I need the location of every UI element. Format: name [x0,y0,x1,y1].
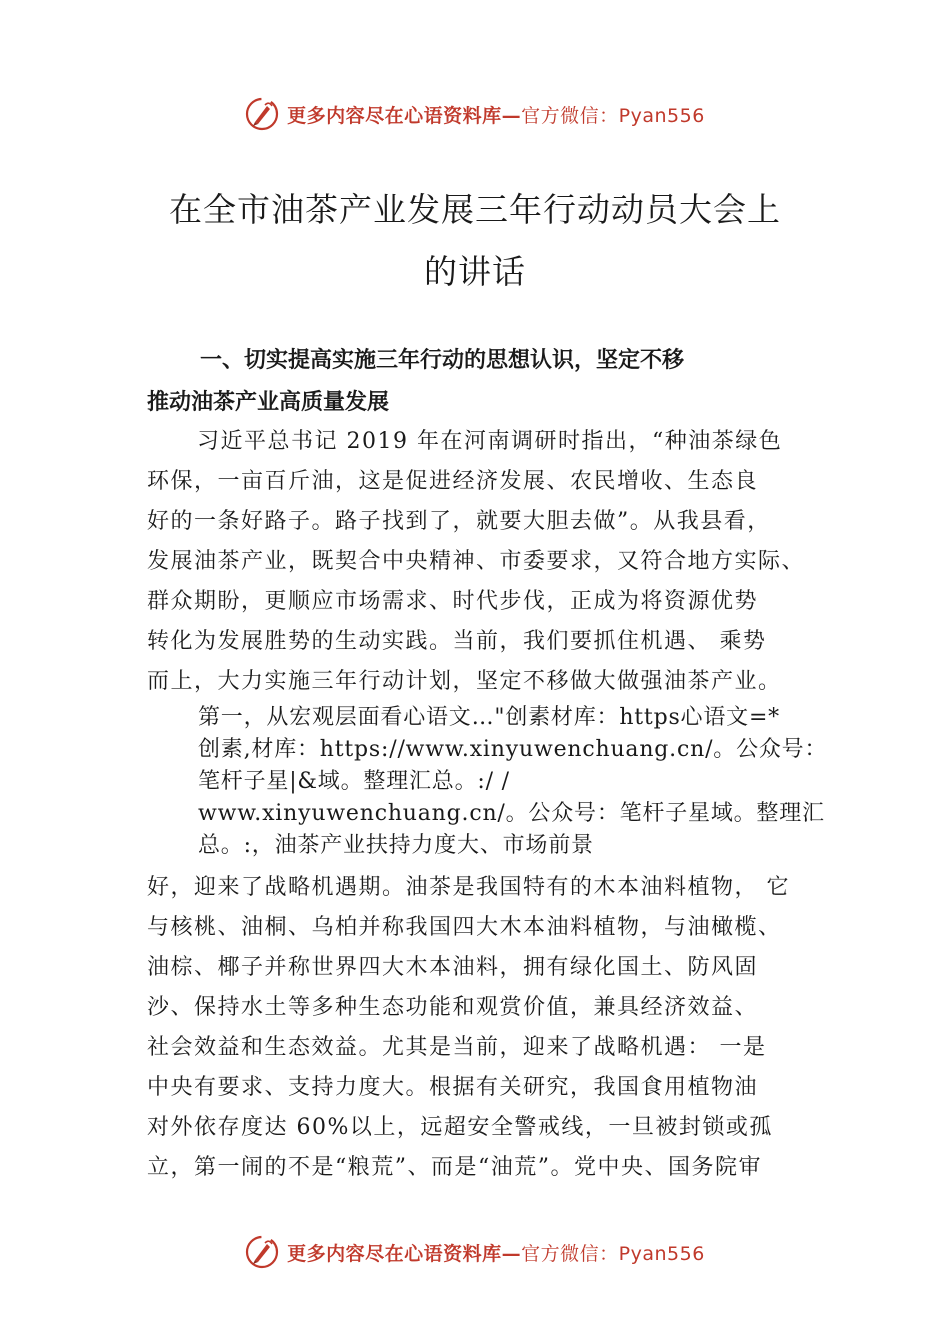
text-line: 社会效益和生态效益。尤其是当前，迎来了战略机遇： 一是 [147,1035,767,1060]
footer-banner [0,1230,950,1274]
text-line: 立，第一闹的不是“粮荒”、而是“油荒”。党中央、国务院审 [147,1155,762,1180]
text-line: 笔杆子星|&域。整理汇总。:/ / [198,769,510,794]
text-line: 创素,材库：https://www.xinyuwenchuang.cn/。公众号： [198,737,828,762]
text-line: 沙、保持水土等多种生态功能和观赏价值，兼具经济效益、 [147,995,759,1020]
text-line: 第一，从宏观层面看心语文…"创素材库：https心语文=* [198,705,780,730]
paragraph-2 [198,702,848,862]
paragraph-1 [147,422,837,702]
text-line: 而上，大力实施三年行动计划，坚定不移做大做强油茶产业。 [147,669,782,694]
text-line: 环保，一亩百斤油，这是促进经济发展、农民增收、生态良 [147,469,759,494]
text-line: 总。:，油茶产业扶持力度大、市场前景 [198,833,594,858]
text-line: 群众期盼，更顺应市场需求、时代步伐，正成为将资源优势 [147,589,759,614]
banner-wechat-text: 官方微信：Pyan556 [521,1242,705,1265]
header-banner [0,92,950,136]
banner-label [287,101,705,128]
section-heading-line-1: 一、切实提高实施三年行动的思想认识，坚定不移 [200,348,685,373]
text-line: 转化为发展胜势的生动实践。当前，我们要抓住机遇、 乘势 [147,629,767,654]
page-title-line-2: 的讲话 [424,252,526,291]
banner-wechat-text: 官方微信：Pyan556 [521,104,705,127]
text-line: www.xinyuwenchuang.cn/。公众号：笔杆子星域。整理汇 [198,801,825,826]
text-line: 好，迎来了战略机遇期。油茶是我国特有的木本油料植物， 它 [147,875,790,900]
banner-separator: — [501,1242,522,1265]
paragraph-3 [147,868,837,1188]
text-line: 对外依存度达 60%以上，远超安全警戒线，一旦被封锁或孤 [147,1115,773,1140]
text-line: 习近平总书记 2019 年在河南调研时指出，“种油茶绿色 [197,429,783,454]
banner-brand-text: 更多内容尽在心语资料库 [287,1242,502,1265]
banner-separator: — [501,104,522,127]
banner-brand-text: 更多内容尽在心语资料库 [287,104,502,127]
section-heading-line-2: 推动油茶产业高质量发展 [147,390,390,415]
text-line: 发展油茶产业，既契合中央精神、市委要求，又符合地方实际、 [147,549,806,574]
text-line: 与核桃、油桐、乌柏并称我国四大木本油料植物，与油橄榄、 [147,915,782,940]
pen-nib-logo-icon [245,97,279,131]
page-title-line-1: 在全市油茶产业发展三年行动动员大会上 [169,190,781,229]
text-line: 好的一条好路子。路子找到了，就要大胆去做”。从我县看， [147,509,771,534]
pen-nib-logo-icon [245,1235,279,1269]
text-line: 油棕、椰子并称世界四大木本油料，拥有绿化国土、防风固 [147,955,759,980]
banner-label [287,1239,705,1266]
text-line: 中央有要求、支持力度大。根据有关研究，我国食用植物油 [147,1075,759,1100]
